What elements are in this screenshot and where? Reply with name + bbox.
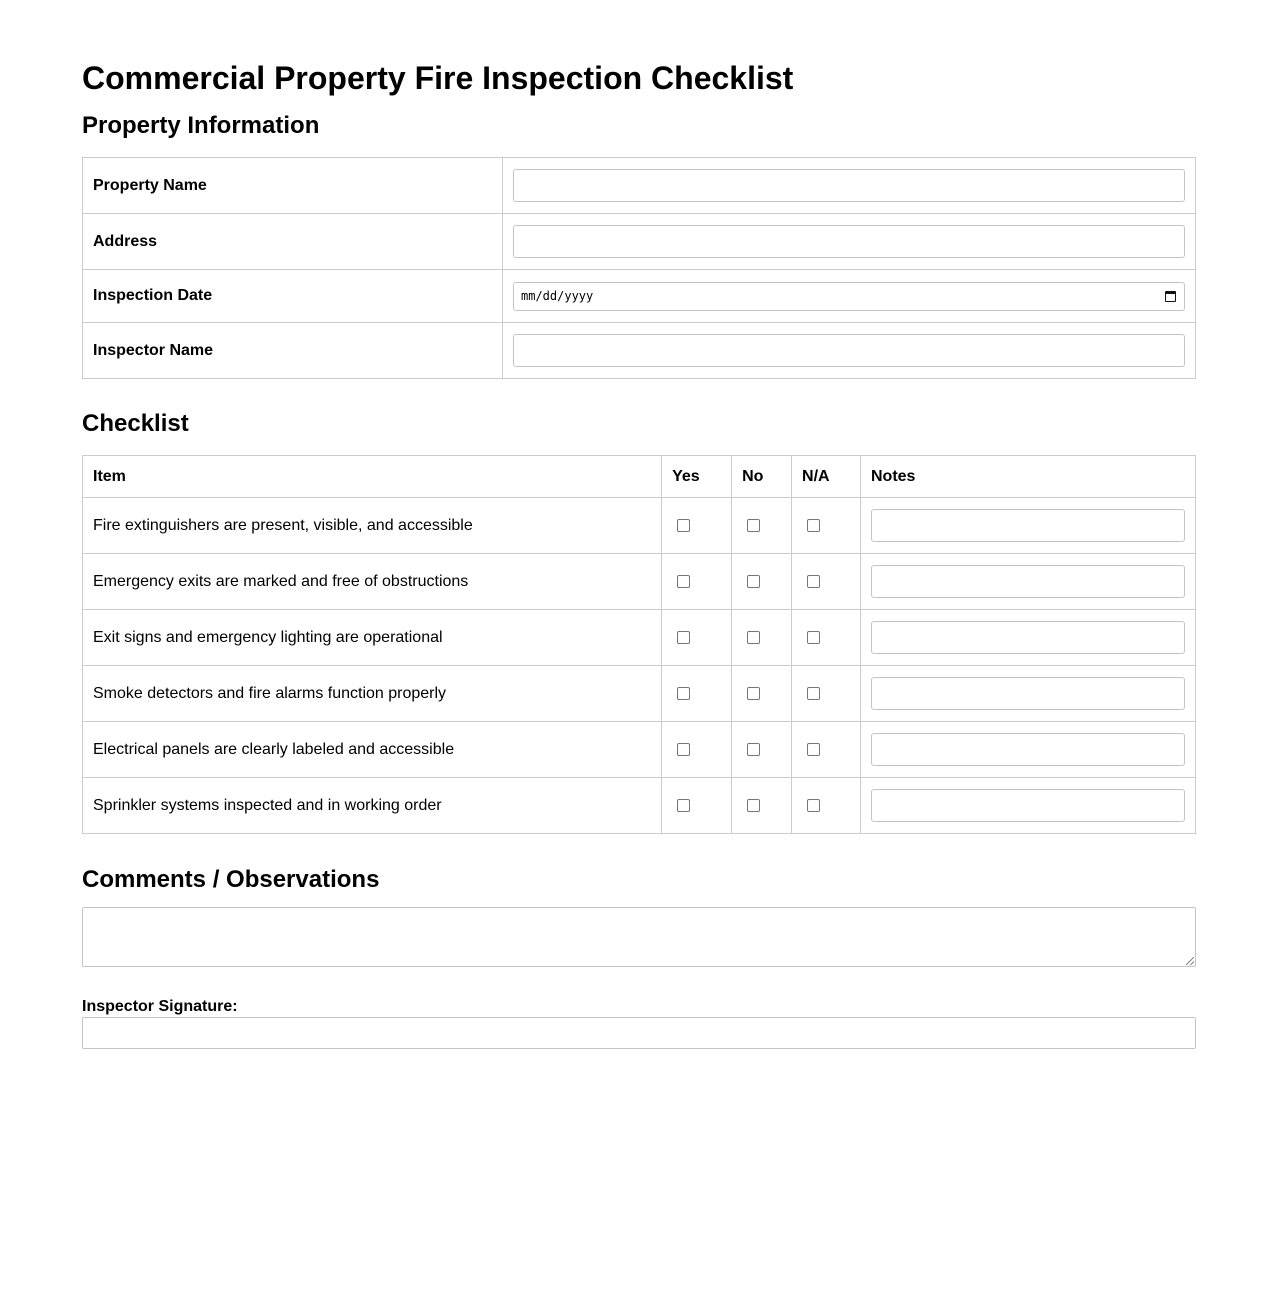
property-name-row — [83, 158, 1196, 214]
property-information-heading: Property Information — [82, 112, 320, 139]
comments-textarea[interactable] — [82, 907, 1196, 967]
table-row — [83, 498, 1196, 554]
calendar-icon[interactable] — [1165, 291, 1176, 302]
na-checkbox[interactable] — [807, 799, 820, 812]
inspector-name-label: Inspector Name — [83, 323, 503, 379]
address-row — [83, 214, 1196, 270]
column-header-no: No — [732, 456, 792, 498]
na-checkbox[interactable] — [807, 519, 820, 532]
column-header-notes: Notes — [861, 456, 1196, 498]
inspection-date-input[interactable] — [513, 282, 1185, 311]
comments-heading: Comments / Observations — [82, 866, 380, 893]
yes-checkbox[interactable] — [677, 743, 690, 756]
checklist-item-label: Fire extinguishers are present, visible, and accessible — [83, 498, 662, 554]
checklist-item-label: Smoke detectors and fire alarms function properly — [83, 666, 662, 722]
no-checkbox[interactable] — [747, 519, 760, 532]
no-checkbox[interactable] — [747, 687, 760, 700]
table-row — [83, 610, 1196, 666]
notes-input[interactable] — [871, 621, 1185, 654]
na-checkbox[interactable] — [807, 575, 820, 588]
yes-checkbox[interactable] — [677, 631, 690, 644]
checklist-item-label: Sprinkler systems inspected and in working order — [83, 778, 662, 834]
na-checkbox[interactable] — [807, 631, 820, 644]
yes-checkbox[interactable] — [677, 519, 690, 532]
inspector-name-row — [83, 323, 1196, 379]
no-checkbox[interactable] — [747, 743, 760, 756]
property-name-input[interactable] — [513, 169, 1185, 202]
column-header-item: Item — [83, 456, 662, 498]
inspector-signature-input[interactable] — [82, 1017, 1196, 1049]
address-input[interactable] — [513, 225, 1185, 258]
checklist-table — [82, 455, 1196, 834]
notes-input[interactable] — [871, 733, 1185, 766]
na-checkbox[interactable] — [807, 687, 820, 700]
checklist-item-label: Emergency exits are marked and free of obstructions — [83, 554, 662, 610]
checklist-item-label: Exit signs and emergency lighting are operational — [83, 610, 662, 666]
address-label: Address — [83, 214, 503, 270]
no-checkbox[interactable] — [747, 631, 760, 644]
table-row — [83, 666, 1196, 722]
yes-checkbox[interactable] — [677, 575, 690, 588]
notes-input[interactable] — [871, 789, 1185, 822]
notes-input[interactable] — [871, 677, 1185, 710]
table-row — [83, 554, 1196, 610]
property-information-table — [82, 157, 1196, 379]
no-checkbox[interactable] — [747, 799, 760, 812]
inspection-date-label: Inspection Date — [83, 270, 503, 323]
inspection-date-row — [83, 270, 1196, 323]
inspector-name-input[interactable] — [513, 334, 1185, 367]
notes-input[interactable] — [871, 565, 1185, 598]
notes-input[interactable] — [871, 509, 1185, 542]
inspector-signature-label: Inspector Signature: — [82, 998, 238, 1015]
na-checkbox[interactable] — [807, 743, 820, 756]
table-row — [83, 778, 1196, 834]
column-header-na: N/A — [792, 456, 861, 498]
column-header-yes: Yes — [662, 456, 732, 498]
date-placeholder: mm/dd/yyyy — [521, 289, 594, 303]
yes-checkbox[interactable] — [677, 799, 690, 812]
page-title: Commercial Property Fire Inspection Checklist — [82, 60, 794, 96]
checklist-heading: Checklist — [82, 410, 189, 437]
checklist-header-row — [83, 456, 1196, 498]
yes-checkbox[interactable] — [677, 687, 690, 700]
table-row — [83, 722, 1196, 778]
property-name-label: Property Name — [83, 158, 503, 214]
no-checkbox[interactable] — [747, 575, 760, 588]
checklist-item-label: Electrical panels are clearly labeled and accessible — [83, 722, 662, 778]
